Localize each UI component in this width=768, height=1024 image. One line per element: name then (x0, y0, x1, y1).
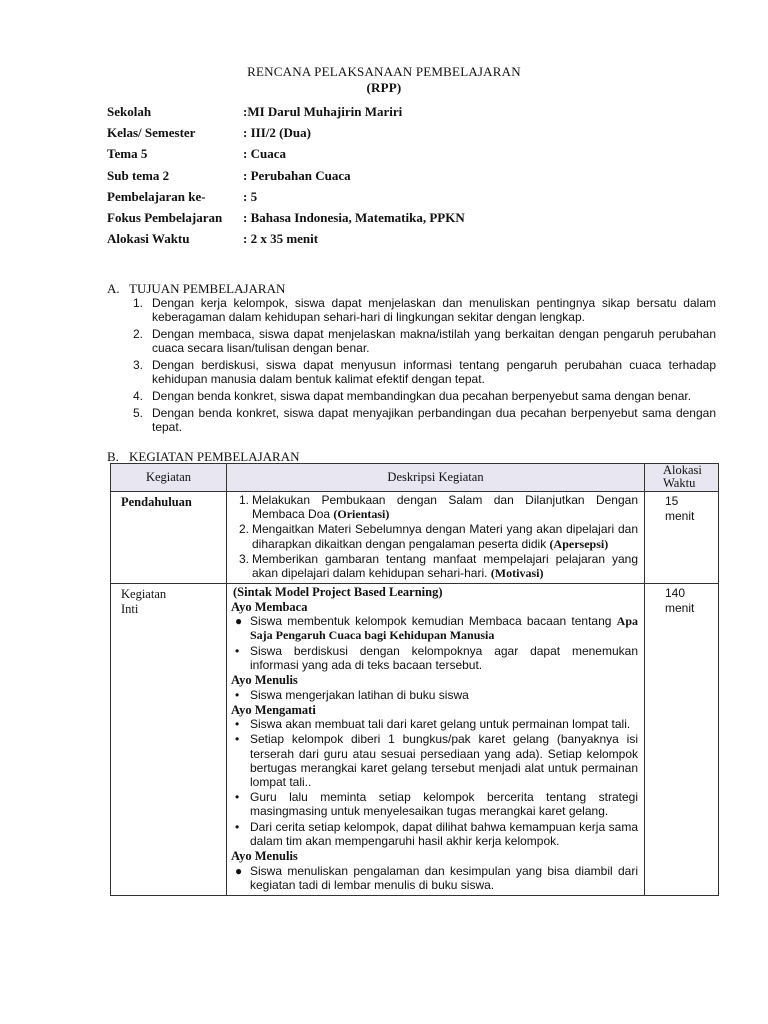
item-number: 2. (133, 327, 144, 341)
activities-table (110, 463, 719, 896)
header-deskripsi: Deskripsi Kegiatan (227, 464, 645, 492)
bullet: • (235, 717, 240, 732)
header-alokasi (645, 464, 719, 492)
identity-value: : 5 (243, 188, 258, 204)
item-text: Siswa berdiskusi dengan kelompoknya agar dapat menemukan informasi yang ada di teks bacaan tersebut. (250, 643, 638, 672)
item-number: 3. (133, 358, 144, 372)
item-text: Melakukan Pembukaan dengan Salam dan Dilanjutkan Dengan Membaca Doa (252, 493, 638, 522)
group-heading: Ayo Mengamati (231, 702, 316, 717)
list-item (131, 327, 716, 355)
list-item (231, 717, 638, 731)
phase-pendahuluan: Pendahuluan (111, 492, 227, 584)
item-text: Dengan kerja kelompok, siswa dapat menjelaskan dan menuliskan pentingnya sikap bersatu dalam keberagaman dalam kehidupan sehari-hari di lingkungan sekitar dengan lengkap. (152, 296, 716, 324)
bullet: ● (235, 863, 243, 878)
item-text: Dengan berdiskusi, siswa dapat menyusun informasi tentang pengaruh perubahan cuaca terhadap kehidupan manusia dalam bentuk kalimat efektif dengan tepat. (152, 358, 716, 386)
item-text: Siswa mengerjakan latihan di buku siswa (250, 687, 469, 702)
item-keyword: Apa Saja Pengaruh Cuaca bagi Kehidupan Manusia (250, 614, 638, 643)
section-letter: A. (107, 281, 120, 296)
identity-label: Pembelajaran ke- (107, 188, 206, 204)
item-number: 4. (133, 389, 144, 403)
identity-label: Tema 5 (107, 146, 148, 162)
section-title: KEGIATAN PEMBELAJARAN (129, 449, 300, 464)
identity-label: Sekolah (107, 104, 152, 119)
identity-value: : 2 x 35 menit (243, 231, 319, 247)
table-row (111, 584, 719, 896)
group-heading: Ayo Menulis (231, 673, 298, 688)
item-number: 1. (238, 493, 249, 507)
item-number: 5. (133, 406, 144, 420)
time-value: 15 (665, 494, 679, 508)
list-item (231, 688, 638, 702)
item-text: Siswa membentuk kelompok kemudian Membaca bacaan tentang (250, 614, 617, 629)
bullet: • (235, 687, 240, 702)
document-subtitle: (RPP) (366, 80, 402, 95)
group-heading: Ayo Menulis (231, 849, 298, 864)
list-item (231, 820, 638, 848)
group-heading: Ayo Membaca (231, 599, 308, 614)
list-item (231, 864, 638, 892)
document-title: RENCANA PELAKSANAAN PEMBELAJARAN (247, 64, 521, 79)
inti-time (645, 584, 719, 896)
list-item (131, 406, 716, 434)
identity-label: Kelas/ Semester (107, 125, 196, 141)
item-text: Dengan benda konkret, siswa dapat menyajikan perbandingan dua pecahan berpenyebut sama dengan tepat. (152, 406, 716, 434)
inti-description (227, 584, 645, 896)
item-text: Dengan membaca, siswa dapat menjelaskan makna/istilah yang berkaitan dengan pengaruh perubahan cuaca secara lisan/tulisan dengan benar. (152, 327, 716, 355)
list-item (233, 522, 638, 550)
identity-label: Fokus Pembelajaran (107, 209, 223, 225)
time-value: 140 (665, 586, 686, 601)
item-text: Guru lalu meminta setiap kelompok bercerita tentang strategi masingmasing untuk menyelesaikan tugas merangkai karet gelang. (250, 790, 638, 819)
identity-value: : Perubahan Cuaca (243, 167, 351, 183)
time-unit: menit (665, 509, 695, 523)
time-unit: menit (665, 601, 695, 616)
bullet: • (235, 643, 240, 658)
section-letter: B. (107, 449, 119, 464)
bullet: ● (235, 614, 243, 629)
item-text: Setiap kelompok diberi 1 bungkus/pak karet gelang (banyaknya isi terserah dari guru atau sesuai persediaan yang ada). Setiap kelompok bertugas merangkai karet gelang tersebut menjadi alat untuk permainan lompat tali.. (250, 732, 638, 790)
item-number: 1. (133, 296, 144, 310)
item-text: Dengan benda konkret, siswa dapat membandingkan dua pecahan berpenyebut sama dengan benar. (152, 389, 692, 403)
item-text: Siswa akan membuat tali dari karet gelang untuk permainan lompat tali. (250, 717, 631, 732)
item-keyword: (Orientasi) (333, 507, 390, 522)
item-keyword: (Apersepsi) (549, 536, 609, 551)
list-item (231, 790, 638, 818)
item-text: Memberikan gambaran tentang manfaat mempelajari pelajaran yang akan dipelajari dalam kehidupan sehari-hari. (252, 551, 638, 581)
bullet: • (235, 790, 240, 805)
item-text: Siswa menuliskan pengalaman dan kesimpulan yang bisa diambil dari kegiatan tadi di lembar menulis di buku siswa. (250, 863, 638, 892)
list-item (231, 644, 638, 672)
identity-value: :MI Darul Muhajirin Mariri (243, 104, 403, 119)
header-alokasi-line1: Alokasi (663, 463, 702, 477)
list-item (131, 389, 716, 403)
list-item (231, 614, 638, 642)
item-text: Dari cerita setiap kelompok, dapat dilihat bahwa kemampuan kerja sama dalam tim akan mempengaruhi hasil akhir kerja kelompok. (250, 819, 638, 848)
list-item (233, 552, 638, 580)
table-header-row (111, 464, 719, 492)
item-keyword: (Motivasi) (490, 566, 544, 581)
phase-inti (111, 584, 227, 896)
list-item (231, 732, 638, 789)
pendahuluan-time (645, 492, 719, 584)
bullet: • (235, 732, 240, 747)
identity-value: : Bahasa Indonesia, Matematika, PPKN (243, 209, 465, 225)
identity-label: Alokasi Waktu (107, 231, 190, 247)
objectives-list (131, 296, 716, 437)
header-kegiatan: Kegiatan (111, 464, 227, 492)
list-item (131, 358, 716, 386)
section-a-heading (107, 281, 285, 297)
phase-label-line1: Kegiatan (121, 587, 167, 602)
pendahuluan-description (227, 492, 645, 584)
identity-value: : Cuaca (243, 146, 286, 162)
sintak-heading: (Sintak Model Project Based Learning) (233, 585, 443, 600)
list-item (233, 493, 638, 521)
identity-label: Sub tema 2 (107, 167, 170, 183)
section-title: TUJUAN PEMBELAJARAN (129, 281, 286, 296)
identity-value: : III/2 (Dua) (243, 125, 311, 141)
bullet: • (235, 819, 240, 834)
phase-label-line2: Inti (121, 602, 139, 617)
header-alokasi-line2: Waktu (663, 476, 696, 490)
item-text: Mengaitkan Materi Sebelumnya dengan Materi yang akan dipelajari dan diharapkan dikaitkan dengan pengalaman peserta didik (252, 522, 638, 551)
item-number: 2. (238, 522, 249, 537)
list-item (131, 296, 716, 324)
table-row (111, 492, 719, 584)
item-number: 3. (238, 551, 249, 566)
